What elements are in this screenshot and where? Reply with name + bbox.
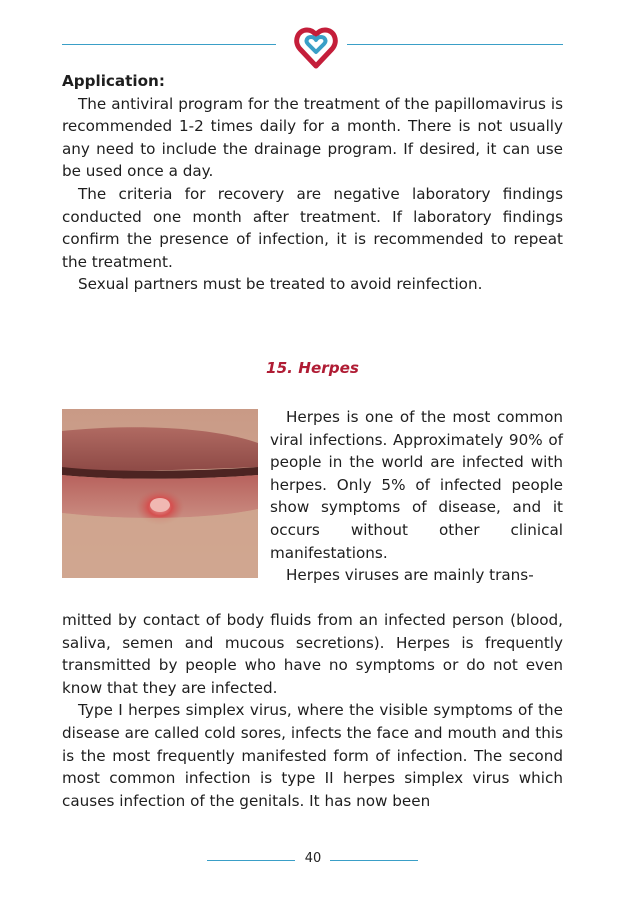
herpes-paragraph-3: Type I herpes simplex virus, where the visible symptoms of the disease are called cold sores, infects the face and mouth and this is the most frequently manifested form of infection. The second most common infection is type II herpes simplex virus which causes infection of the genitals. It has now been — [62, 701, 563, 810]
page-number: 40 — [304, 851, 322, 866]
application-paragraph-1: The antiviral program for the treatment of the papillomavirus is recommended 1-2 times daily for a month. There is not usually any need to include the drainage program. If desired, it can use be used once a day. — [62, 94, 563, 181]
heart-logo-icon — [294, 22, 338, 70]
herpes-paragraph-1: Herpes is one of the most common viral infections. Approximately 90% of people in the world are infected with herpes. Only 5% of infected people show symptoms of disease, and it occurs without other clinical manifestations. — [270, 408, 563, 562]
herpes-paragraph-2-rest: mitted by contact of body fluids from an infected person (blood, saliva, semen and mucous secretions). Herpes is frequently transmitted by people who have no symptoms or do not even know that they are infected. — [62, 611, 563, 697]
application-paragraph-2: The criteria for recovery are negative laboratory findings conducted one month after treatment. If laboratory findings confirm the presence of infection, it is recommended to repeat the treatment. — [62, 184, 563, 271]
header-rule-right — [347, 44, 563, 45]
application-section — [62, 70, 563, 296]
footer-rule-left — [207, 860, 295, 861]
section-title: 15. Herpes — [266, 359, 359, 377]
herpes-intro — [270, 406, 563, 587]
herpes-lip-photo — [62, 409, 258, 578]
herpes-paragraph-2-start: Herpes viruses are mainly trans- — [286, 566, 534, 585]
application-heading: Application: — [62, 72, 165, 90]
application-paragraph-3: Sexual partners must be treated to avoid reinfection. — [78, 275, 483, 294]
herpes-continued — [62, 609, 563, 812]
footer-rule-right — [330, 860, 418, 861]
header-rule-left — [62, 44, 276, 45]
